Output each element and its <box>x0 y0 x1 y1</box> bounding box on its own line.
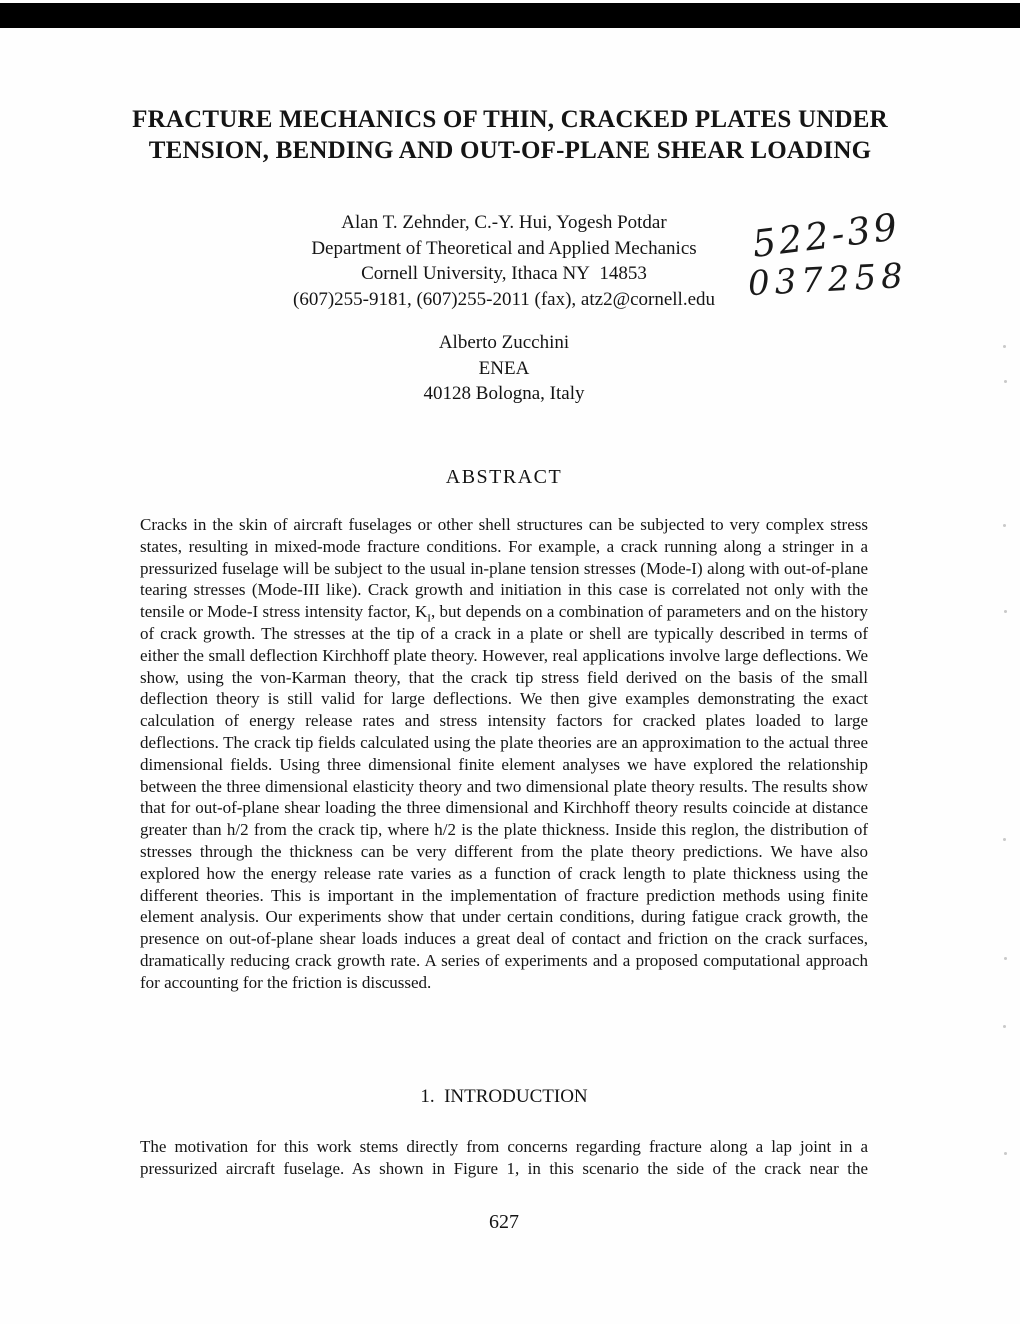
author-names: Alan T. Zehnder, C.-Y. Hui, Yogesh Potdar <box>341 212 667 233</box>
department-line: Department of Theoretical and Applied Mechanics <box>311 237 697 259</box>
secondary-affiliation-block <box>140 330 868 407</box>
scan-speck <box>1003 838 1006 841</box>
scan-speck <box>1004 1152 1007 1155</box>
introduction-paragraph: The motivation for this work stems directly from concerns regarding fracture along a lap joint in a pressurized aircraft fuselage. As shown in Figure 1, in this scenario the side of the crack near the <box>140 1137 868 1178</box>
secondary-author-name: Alberto Zucchini <box>438 332 570 353</box>
secondary-location: 40128 Bologna, Italy <box>423 383 585 404</box>
contact-line: (607)255-9181, (607)255-2011 (fax), atz2@cornell.edu <box>293 288 715 310</box>
page-number: 627 <box>489 1211 519 1233</box>
secondary-organization: ENEA <box>478 357 530 379</box>
abstract-paragraph <box>140 514 868 994</box>
abstract-text-before-subscript: Cracks in the skin of aircraft fuselages or other shell structures can be subjected to very complex stress states, resulting in mixed-mode fracture conditions. For example, a crack running along a stringer in a pressurized fuselage will be subject to the usual in-plane tension stresses (Mode-I) along with out-of-plane tearing stresses (Mode-III like). Crack growth and initiation in this case is correlated not only with the tensile or Mode-I stress intensity factor, K <box>140 515 868 622</box>
abstract-text-after-subscript: , but depends on a combination of parameters and on the history of crack growth. The stresses at the tip of a crack in a plate or shell are typically described in terms of either the small deflection Kirchhoff plate theory. However, real applications involve large deflections. We show, using the von-Karman theory, that the crack tip stress field derived on the basis of the small deflection theory is still valid for large deflections. We then give examples demonstrating the exact calculation of energy release rates and stress intensity factors for cracked plates loaded to large deflections. The crack tip fields calculated using the plate theories are an approximation to the actual three dimensional fields. Using three dimensional finite element analyses we have explored the relationship between the three dimensional elasticity theory and two dimensional plate theory results. The results show that for out-of-plane shear loading the three dimensional and Kirchhoff theory results coincide at distance greater than h/2 from the crack tip, where h/2 is the plate thickness. Inside this reglon, the distribution of stresses through the thickness can be very different from the plate theory predictions. We have also explored how the energy release rate varies as a function of crack length to plate thickness using the different theories. This is important in the implementation of fracture prediction methods using finite element analysis. Our experiments show that under certain conditions, during fatigue crack growth, the presence on out-of-plane shear loads induces a great deal of contact and friction on the crack surfaces, dramatically reducing crack growth rate. A series of experiments and a proposed computational approach for accounting for the friction is discussed. <box>140 602 868 992</box>
scan-speck <box>1004 957 1007 960</box>
paper-title <box>106 104 914 166</box>
paper-title-line-1: FRACTURE MECHANICS OF THIN, CRACKED PLATES UNDER <box>132 106 888 133</box>
handwritten-report-code: 522-39 <box>749 205 903 266</box>
introduction-heading: 1. INTRODUCTION <box>420 1086 588 1107</box>
scan-speck <box>1004 610 1007 613</box>
scan-artifact-top-bar <box>0 3 1020 28</box>
paper-title-line-2: TENSION, BENDING AND OUT-OF-PLANE SHEAR LOADING <box>148 137 872 164</box>
scan-speck <box>1003 1025 1006 1028</box>
scan-speck <box>1003 345 1006 348</box>
abstract-heading: ABSTRACT <box>445 466 563 488</box>
stress-intensity-subscript: I <box>427 612 431 625</box>
handwritten-accession-number: 037258 <box>747 255 909 305</box>
university-line: Cornell University, Ithaca NY 14853 <box>361 263 647 284</box>
scan-speck <box>1004 380 1007 383</box>
scan-speck <box>1003 524 1006 527</box>
